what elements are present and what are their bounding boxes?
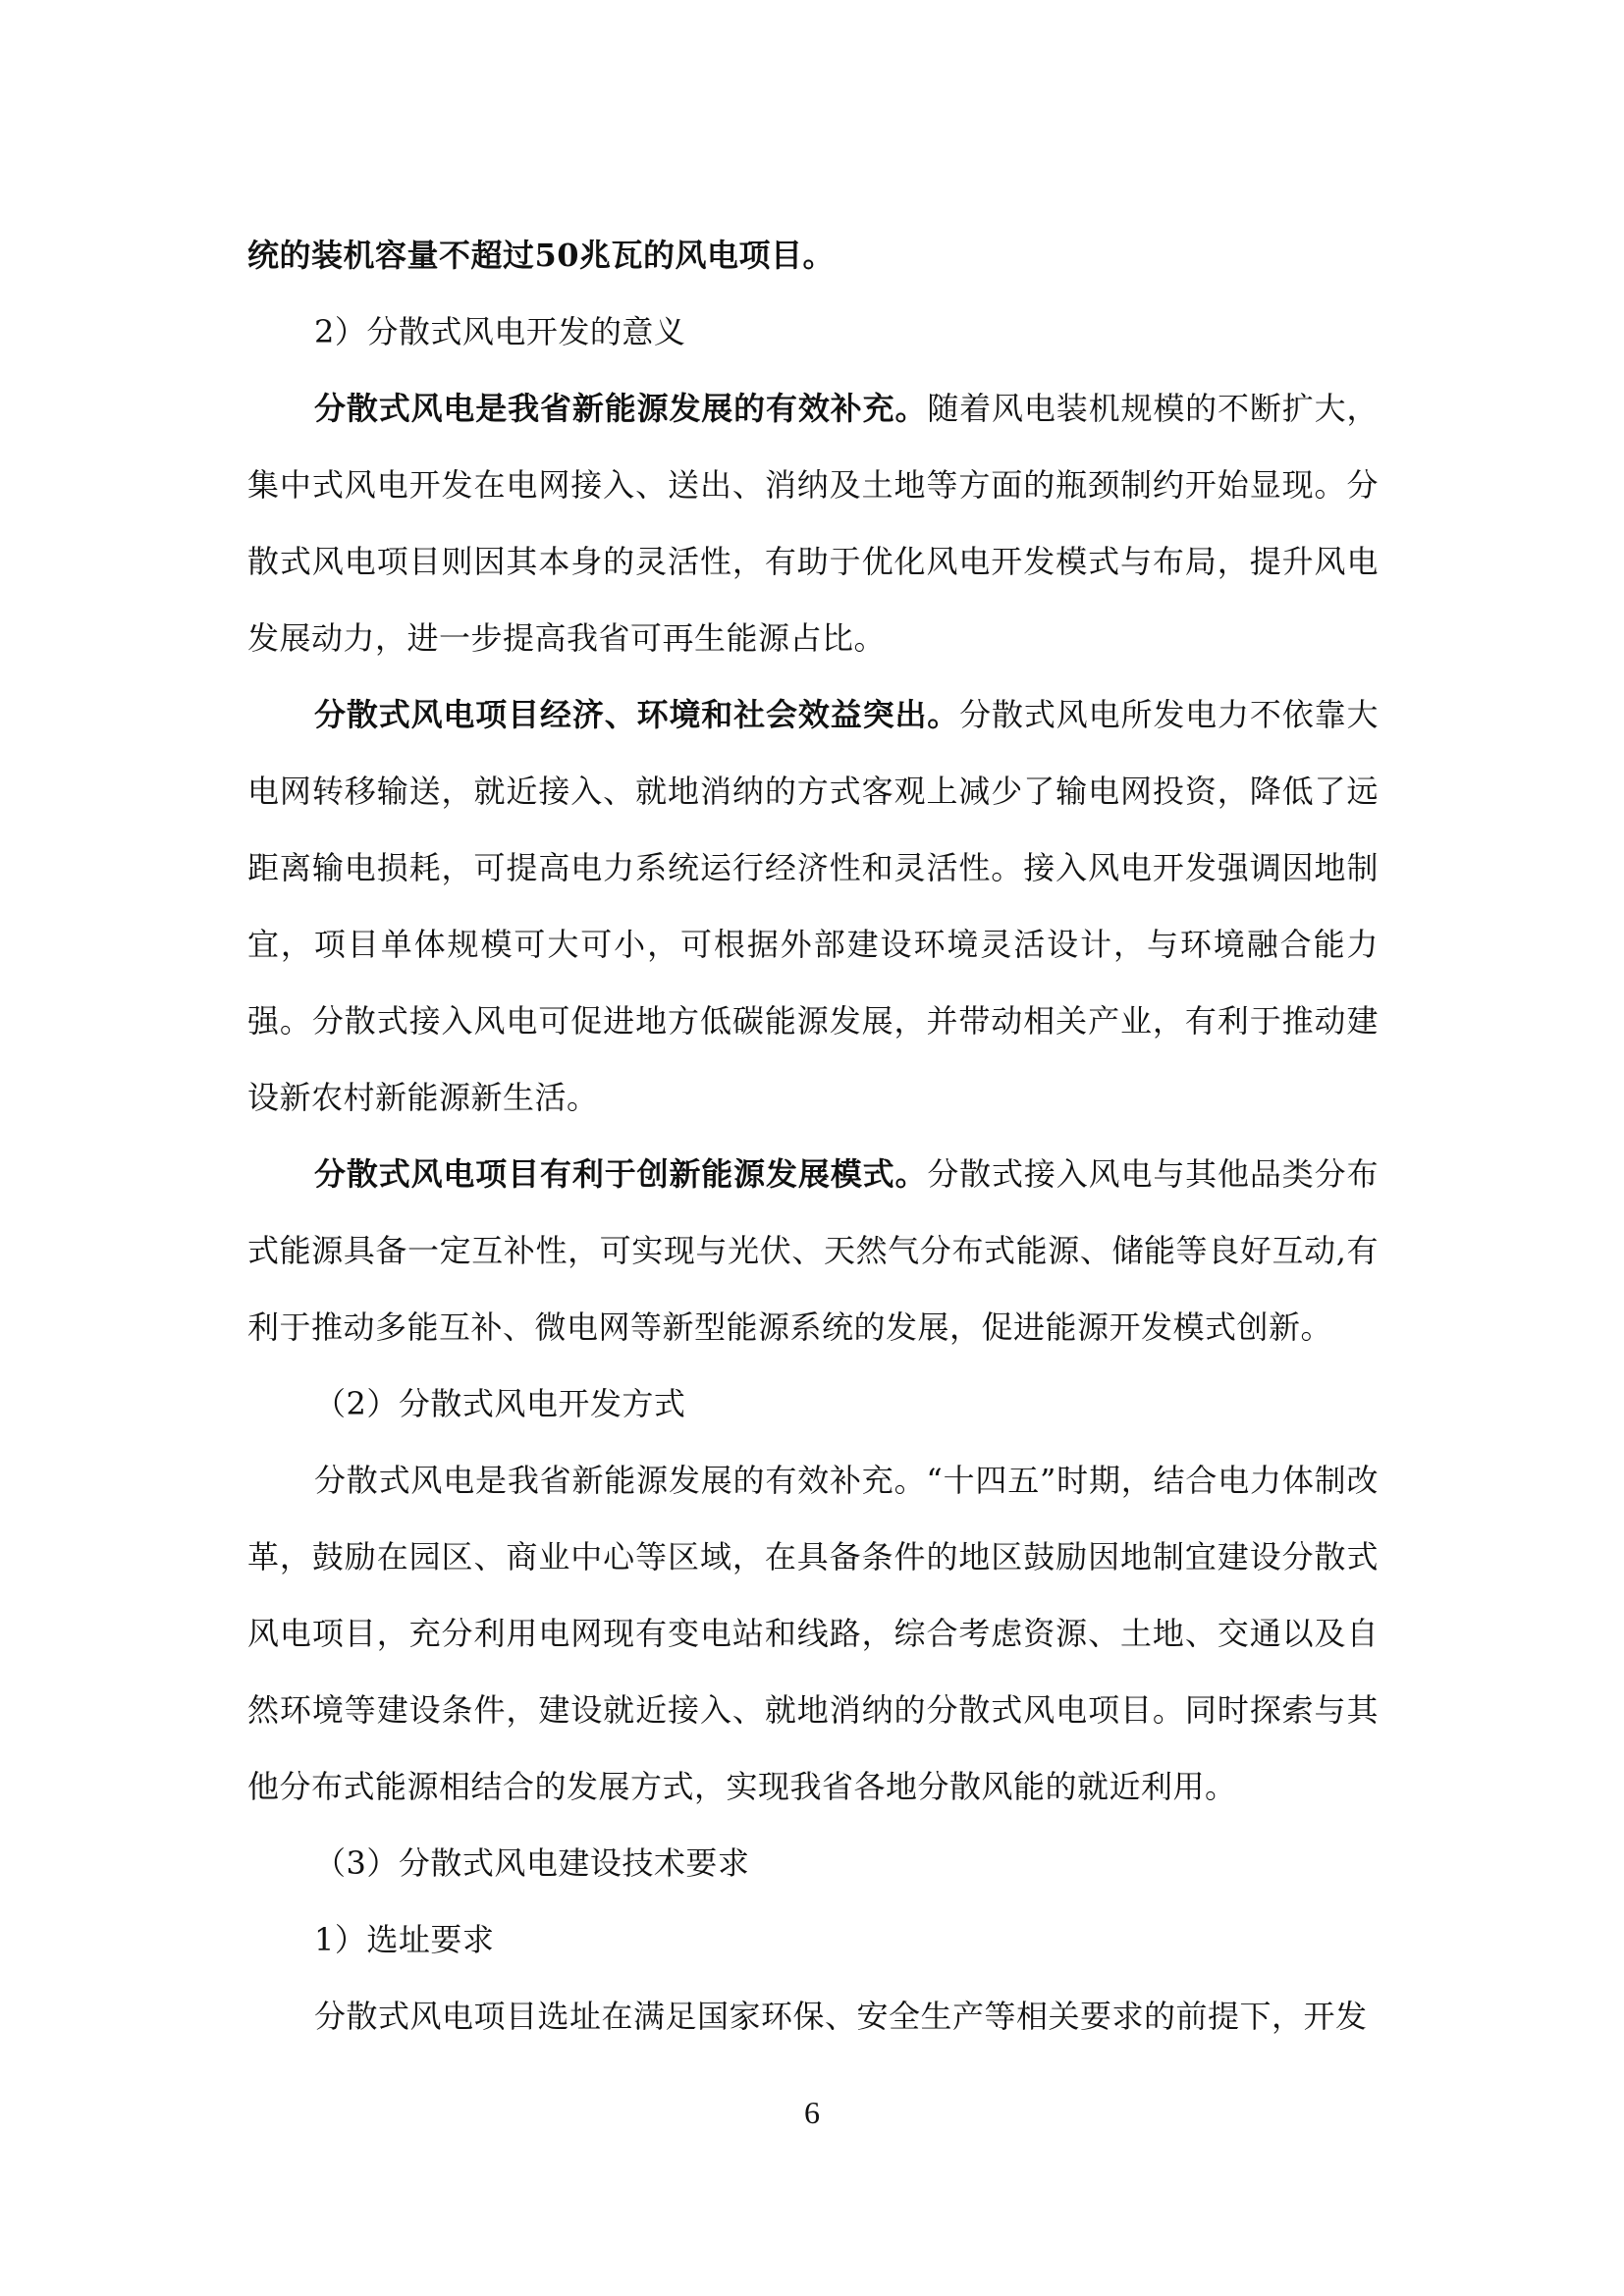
paragraph-text: 随着风电装机规模的不断扩大，集中式风电开发在电网接入、送出、消纳及土地等方面的瓶颈制约开始显现。分散式风电项目则因其本身的灵活性，有助于优化风电开发模式与布局，提升风电发展动力，进一步提高我省可再生能源占比。: [247, 390, 1379, 657]
paragraph-benefits: [247, 676, 1379, 1136]
paragraph-site-selection: [247, 1978, 1379, 2055]
paragraph-lead-bold: 分散式风电项目有利于创新能源发展模式。: [314, 1155, 928, 1193]
paragraph-text: 分散式风电项目选址在满足国家环保、安全生产等相关要求的前提下，开发: [314, 1998, 1368, 2035]
page-number: 6: [804, 2095, 820, 2130]
subheading-text: 1）选址要求: [314, 1921, 495, 1958]
paragraph-text: 分散式接入风电与其他品类分布式能源具备一定互补性，可实现与光伏、天然气分布式能源、储能等良好互动,有利于推动多能互补、微电网等新型能源系统的发展，促进能源开发模式创新。: [247, 1155, 1379, 1346]
paragraph-innovation: [247, 1136, 1379, 1365]
subheading-text: 2）分散式风电开发的意义: [314, 313, 686, 350]
subheading-text: （2）分散式风电开发方式: [314, 1385, 686, 1422]
paragraph-supplement: [247, 370, 1379, 676]
subheading-technical-requirements: [247, 1825, 1379, 1901]
paragraph-lead-bold: 统的装机容量不超过50兆瓦的风电项目。: [247, 237, 836, 274]
paragraph-lead-bold: 分散式风电是我省新能源发展的有效补充。: [314, 390, 928, 427]
subheading-significance: [247, 294, 1379, 370]
paragraph-text: 分散式风电所发电力不依靠大电网转移输送，就近接入、就地消纳的方式客观上减少了输电网投资，降低了远距离输电损耗，可提高电力系统运行经济性和灵活性。接入风电开发强调因地制宜，项目单体规模可大可小，可根据外部建设环境灵活设计，与环境融合能力强。分散式接入风电可促进地方低碳能源发展，并带动相关产业，有利于推动建设新农村新能源新生活。: [247, 696, 1379, 1116]
subheading-text: （3）分散式风电建设技术要求: [314, 1844, 750, 1882]
document-body: [247, 217, 1379, 2055]
subheading-development-mode: [247, 1365, 1379, 1442]
paragraph-text: 分散式风电是我省新能源发展的有效补充。“十四五”时期，结合电力体制改革，鼓励在园区、商业中心等区域，在具备条件的地区鼓励因地制宜建设分散式风电项目，充分利用电网现有变电站和线路，综合考虑资源、土地、交通以及自然环境等建设条件，建设就近接入、就地消纳的分散式风电项目。同时探索与其他分布式能源相结合的发展方式，实现我省各地分散风能的就近利用。: [247, 1462, 1379, 1805]
paragraph-continuation: [247, 217, 1379, 294]
paragraph-lead-bold: 分散式风电项目经济、环境和社会效益突出。: [314, 696, 960, 733]
paragraph-development-mode: [247, 1442, 1379, 1825]
subheading-site-selection: [247, 1901, 1379, 1978]
